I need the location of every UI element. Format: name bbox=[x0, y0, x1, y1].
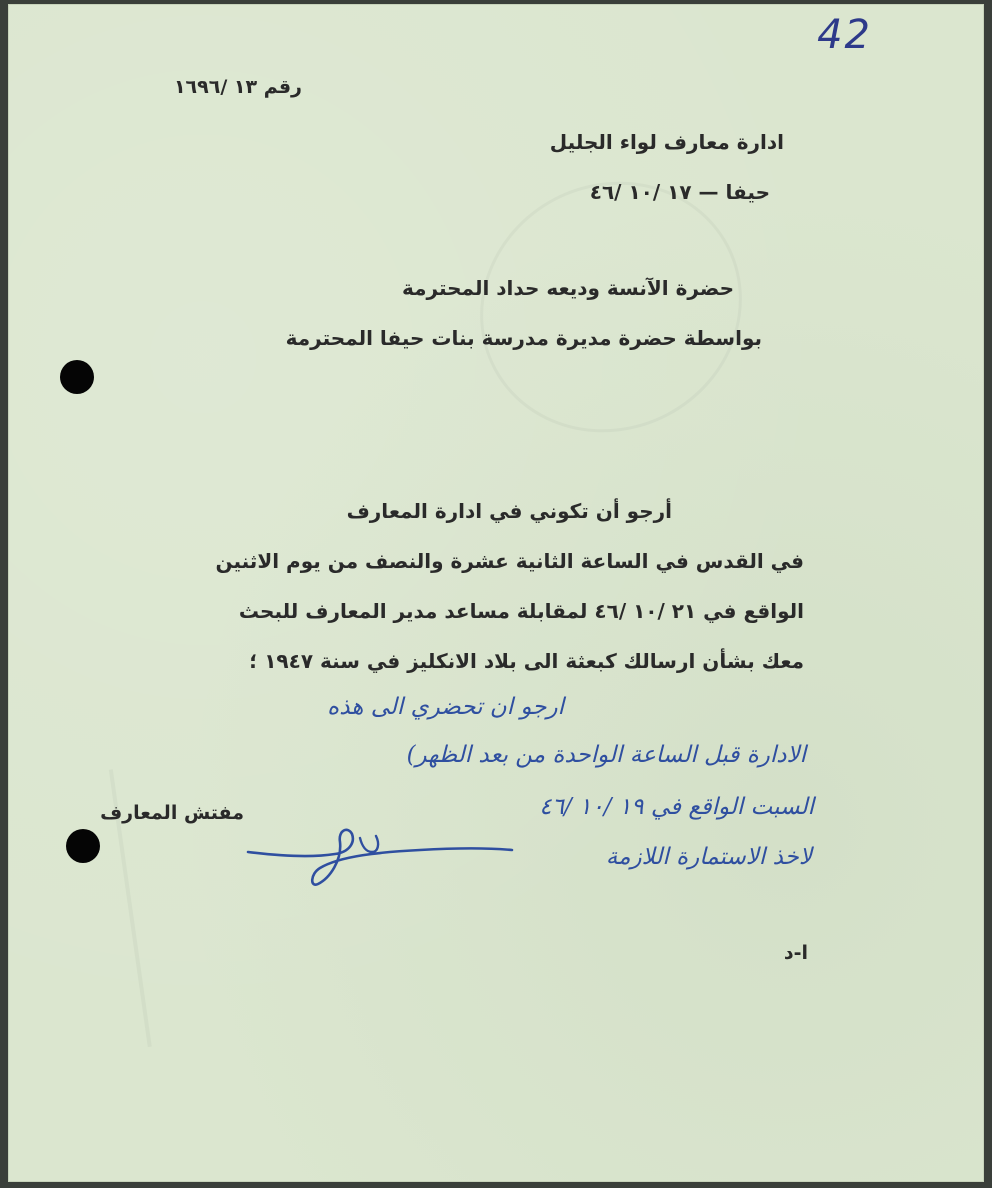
initials: ا-د bbox=[783, 942, 808, 964]
punch-hole-bottom bbox=[66, 829, 100, 863]
body-line-1: أرجو أن تكوني في ادارة المعارف bbox=[346, 499, 672, 523]
document-page bbox=[8, 4, 984, 1182]
punch-hole-top bbox=[60, 360, 94, 394]
signature-mark bbox=[240, 812, 520, 902]
handwritten-note-line-2: الادارة قبل الساعة الواحدة من بعد الظهر) bbox=[406, 742, 806, 768]
signature-title: مفتش المعارف bbox=[100, 802, 244, 824]
body-line-3: الواقع في ٢١ /١٠ /٤٦ لمقابلة مساعد مدير المعارف للبحث bbox=[238, 599, 804, 623]
body-line-4: معك بشأن ارسالك كبعثة الى بلاد الانكليز في سنة ١٩٤٧ ؛ bbox=[249, 649, 804, 673]
handwritten-note-line-1: ارجو ان تحضري الى هذه bbox=[327, 694, 564, 720]
body-line-2: في القدس في الساعة الثانية عشرة والنصف من يوم الاثنين bbox=[215, 549, 804, 573]
recipient-line-2: بواسطة حضرة مديرة مدرسة بنات حيفا المحترمة bbox=[285, 326, 762, 350]
sender-place-date: حيفا — ١٧ /١٠ /٤٦ bbox=[589, 180, 770, 204]
handwritten-note-line-3: السبت الواقع في ١٩ /١٠ /٤٦ bbox=[539, 794, 814, 820]
reference-number: رقم ١٣ /١٦٩٦ bbox=[173, 76, 302, 98]
recipient-line-1: حضرة الآنسة وديعه حداد المحترمة bbox=[402, 276, 734, 300]
handwritten-note-line-4: لاخذ الاستمارة اللازمة bbox=[605, 844, 812, 870]
page-number: 42 bbox=[817, 12, 872, 58]
sender-office: ادارة معارف لواء الجليل bbox=[549, 130, 784, 154]
